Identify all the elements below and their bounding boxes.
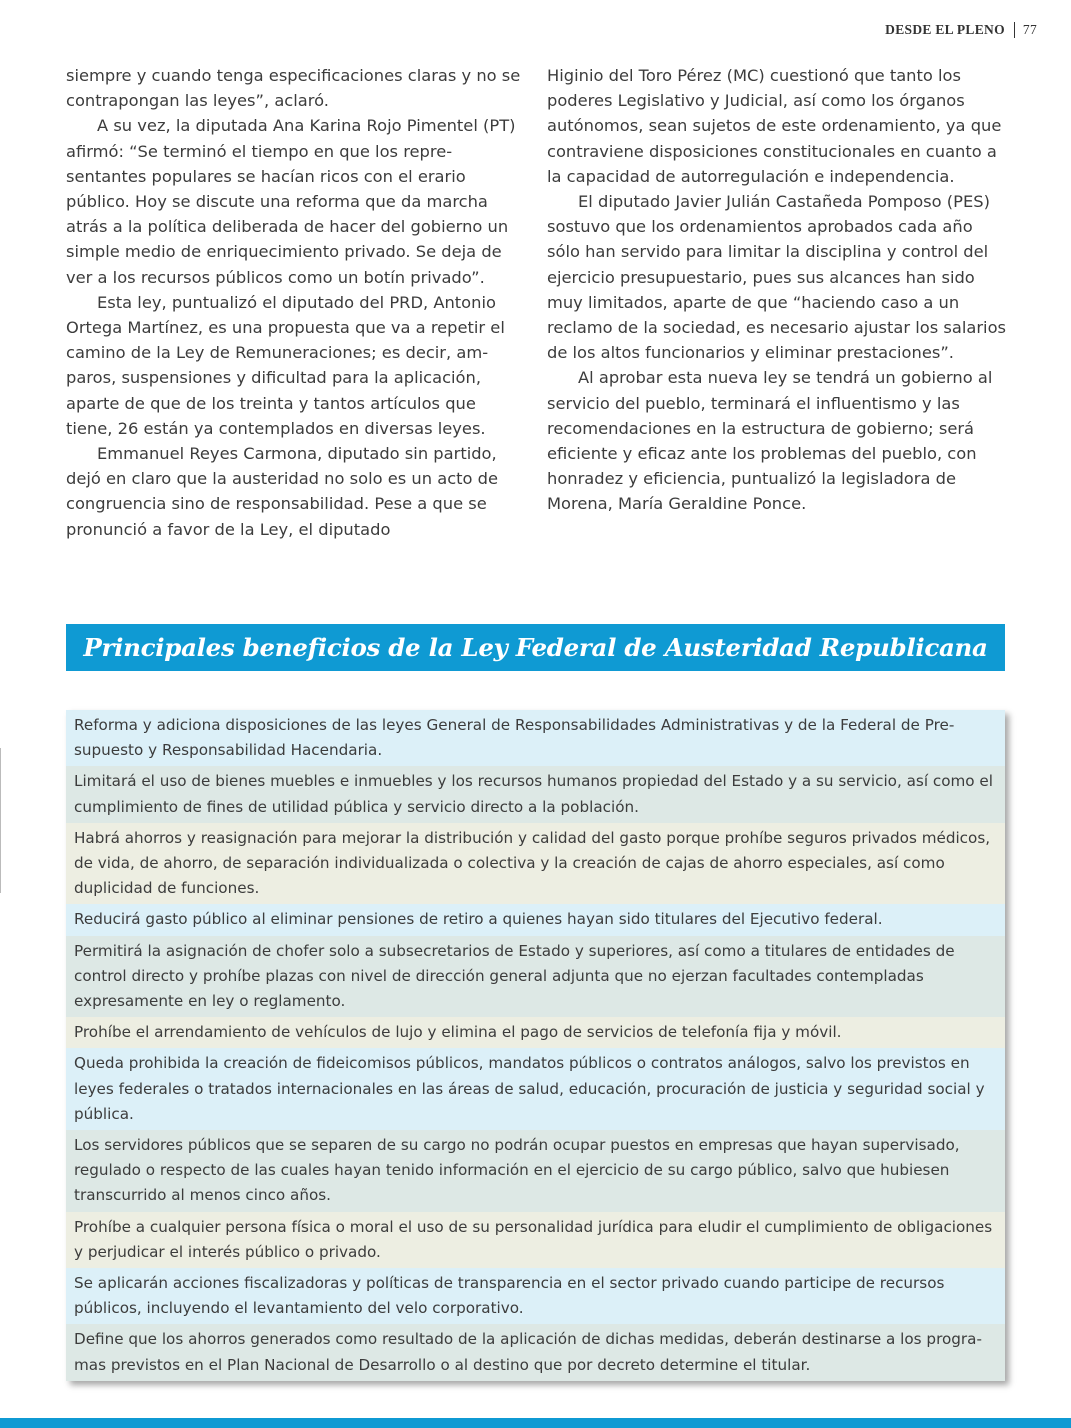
benefit-row: Reducirá gasto público al eliminar pensiones de retiro a quienes hayan sido titulares del Ejecutivo federal. bbox=[66, 904, 1005, 935]
paragraph: siempre y cuando tenga especificaciones claras y no se contrapongan las leyes”, aclaró. bbox=[66, 66, 521, 111]
benefit-row: Queda prohibida la creación de fideicomisos públicos, mandatos públicos o contratos análogos, salvo los previstos en leyes federales o tratados internacionales en las áreas de salud, educación, procuración de justicia y seguridad social y pública. bbox=[66, 1048, 1005, 1130]
header-divider bbox=[1014, 22, 1015, 38]
benefit-row: Se aplicarán acciones fiscalizadoras y políticas de transparencia en el sector privado cuando participe de recursos públicos, incluyendo el levantamiento del velo corporativo. bbox=[66, 1268, 1005, 1324]
left-column bbox=[66, 63, 526, 542]
benefit-row: Reforma y adiciona disposiciones de las leyes General de Responsabilidades Administrativas y de la Federal de Presupuesto y Responsabilidad Hacendaria. bbox=[66, 710, 1005, 766]
benefits-table bbox=[66, 710, 1005, 1381]
section-name: DESDE EL PLENO bbox=[885, 22, 1005, 37]
box-title-banner bbox=[66, 624, 1005, 671]
footer-bar bbox=[0, 1418, 1071, 1428]
right-column bbox=[547, 63, 1007, 517]
paragraph: Higinio del Toro Pérez (MC) cuestionó que tanto los poderes Legislativo y Judicial, así como los órganos autónomos, sean sujetos de este ordenamiento, ya que contraviene disposiciones constitucionales en cuanto a la capacidad de autorregulación e independencia. bbox=[547, 66, 1002, 186]
paragraph: Esta ley, puntualizó el diputado del PRD, Antonio Ortega Martínez, es una propuesta que va a repetir el camino de la Ley de Remuneraciones; es decir, amparos, suspensiones y dificultad para la aplicación, aparte de que de los treinta y tantos artículos que tiene, 26 están ya contemplados en diversas leyes. bbox=[66, 292, 505, 438]
benefit-row: Los servidores públicos que se separen de su cargo no podrán ocupar puestos en empresas que hayan supervisado, regulado o respecto de las cuales hayan tenido información en el ejercicio de su cargo público, salvo que hubiesen transcurrido al menos cinco años. bbox=[66, 1130, 1005, 1212]
box-title: Principales beneficios de la Ley Federal de Austeridad Republicana bbox=[83, 633, 988, 662]
benefit-row: Habrá ahorros y reasignación para mejorar la distribución y calidad del gasto porque prohíbe seguros privados médicos, de vida, de ahorro, de separación individualizada o colectiva y la creación de cajas de ahorro especiales, así como duplicidad de funciones. bbox=[66, 823, 1005, 905]
page-number: 77 bbox=[1022, 22, 1037, 37]
margin-rule bbox=[0, 748, 3, 893]
benefit-row: Permitirá la asignación de chofer solo a subsecretarios de Estado y superiores, así como a titulares de entidades de control directo y prohíbe plazas con nivel de dirección general adjunta que no ejerzan facultades contempladas expresamente en ley o reglamento. bbox=[66, 936, 1005, 1018]
paragraph: El diputado Javier Julián Castañeda Pomposo (PES) sostuvo que los ordenamientos aprobados cada año sólo han servido para limitar la disciplina y control del ejercicio presupuestario, pues sus alcances han sido muy limitados, aparte de que “haciendo caso a un reclamo de la sociedad, es necesario ajustar los salarios de los altos funcionarios y eliminar prestaciones”. bbox=[547, 192, 1007, 363]
benefit-row: Prohíbe el arrendamiento de vehículos de lujo y elimina el pago de servicios de telefonía fija y móvil. bbox=[66, 1017, 1005, 1048]
benefit-row: Limitará el uso de bienes muebles e inmuebles y los recursos humanos propiedad del Estado y a su servicio, así como el cumplimiento de fines de utilidad pública y servicio directo a la población. bbox=[66, 766, 1005, 822]
paragraph: Al aprobar esta nueva ley se tendrá un gobierno al servicio del pueblo, terminará el influentismo y las recomendaciones en la estructura de gobierno; será eficiente y eficaz ante los problemas del pueblo, con honradez y eficiencia, puntualizó la legisladora de Morena, María Geraldine Ponce. bbox=[547, 368, 993, 514]
paragraph: Emmanuel Reyes Carmona, diputado sin partido, dejó en claro que la austeridad no solo es un acto de congruencia sino de responsabilidad. Pese a que se pronunció a favor de la Ley, el diputado bbox=[66, 444, 499, 539]
running-head bbox=[885, 22, 1037, 38]
benefit-row: Define que los ahorros generados como resultado de la aplicación de dichas medidas, deberán destinarse a los programas previstos en el Plan Nacional de Desarrollo o al destino que por decreto determine el titular. bbox=[66, 1324, 1005, 1380]
benefit-row: Prohíbe a cualquier persona física o moral el uso de su personalidad jurídica para eludir el cumplimiento de obligaciones y perjudicar el interés público o privado. bbox=[66, 1212, 1005, 1268]
paragraph: A su vez, la diputada Ana Karina Rojo Pimentel (PT) afirmó: “Se terminó el tiempo en que los representantes populares se hacían ricos con el erario público. Hoy se discute una reforma que da marcha atrás a la política deliberada de hacer del gobierno un simple medio de enriquecimiento privado. Se deja de ver a los recursos públicos como un botín privado”. bbox=[66, 116, 516, 287]
